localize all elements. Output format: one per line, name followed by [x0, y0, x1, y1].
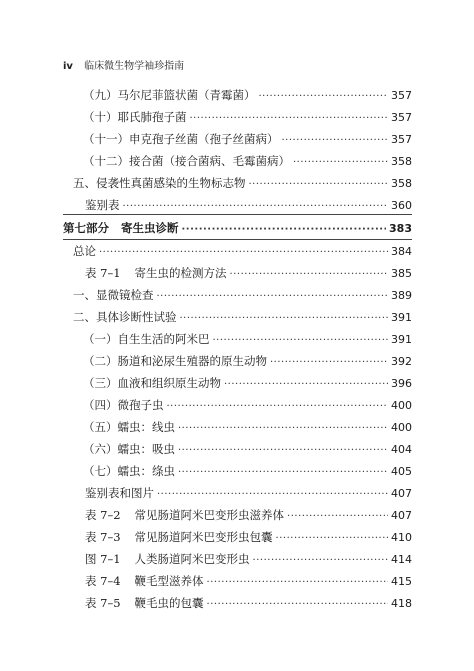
toc-entry-page: 410	[391, 531, 412, 544]
part-number: 第七部分	[63, 221, 109, 235]
toc-entry-title: 二、具体诊断性试验	[73, 310, 177, 324]
toc-entry	[83, 440, 412, 458]
toc-entry-title: （一）自生生活的阿米巴	[83, 332, 210, 346]
dot-leader	[207, 574, 388, 592]
toc-entry-page: 404	[391, 443, 412, 456]
toc-entry-title: （十）耶氏肺孢子菌	[83, 110, 187, 124]
dot-leader	[167, 398, 389, 416]
toc-entry-caption: 鞭毛虫的包囊	[134, 596, 204, 610]
toc-entry	[85, 264, 412, 282]
toc-entry-page: 389	[391, 289, 412, 302]
dot-leader	[180, 310, 389, 328]
toc-entry-caption: 人类肠道阿米巴变形虫	[134, 552, 250, 566]
part-rule-top	[63, 214, 412, 215]
toc-entry	[83, 130, 412, 148]
toc-entry-page: 360	[391, 199, 412, 212]
toc-entry	[83, 418, 412, 436]
part-name: 寄生虫诊断	[121, 221, 179, 235]
toc-entry	[83, 396, 412, 414]
dot-leader	[157, 486, 388, 504]
dot-leader	[157, 288, 389, 306]
toc-entry-page: 407	[391, 509, 412, 522]
dot-leader	[190, 110, 389, 128]
toc-entry-caption: 寄生虫的检测方法	[134, 266, 227, 280]
toc-entry	[85, 550, 412, 568]
toc-entry-title	[85, 528, 273, 546]
toc-entry-title: 鉴别表和图片	[85, 486, 154, 500]
toc-entry-title: （十二）接合菌（接合菌病、毛霉菌病）	[83, 154, 290, 168]
dot-leader	[249, 176, 389, 194]
toc-entry-title: 总论	[73, 244, 96, 258]
dot-leader	[230, 266, 388, 284]
toc-entry-label: 表 7–4	[85, 574, 121, 588]
toc-entry-caption: 鞭毛型滋养体	[134, 574, 204, 588]
toc-entry-page: 415	[391, 575, 412, 588]
dot-leader	[99, 244, 388, 262]
dot-leader	[253, 552, 388, 570]
toc-entry-caption: 常见肠道阿米巴变形虫滋养体	[134, 508, 285, 522]
toc-entry-page: 392	[391, 355, 412, 368]
toc-entry-page: 358	[391, 177, 412, 190]
toc-entry-title: （三）血液和组织原生动物	[83, 376, 221, 390]
toc-entry-title: （七）蠕虫：绦虫	[83, 464, 175, 478]
dot-leader	[178, 442, 388, 460]
toc-entry-page: 400	[391, 421, 412, 434]
toc-entry-page: 357	[391, 133, 412, 146]
toc-entry	[83, 330, 412, 348]
toc-entry-title: （六）蠕虫：吸虫	[83, 442, 175, 456]
toc-entry-page: 391	[391, 333, 412, 346]
toc-entry-label: 表 7–3	[85, 530, 121, 544]
toc-entry	[83, 462, 412, 480]
toc-entry-page: 400	[391, 399, 412, 412]
toc-entry-title	[85, 572, 204, 590]
toc-entry-title: （四）微孢子虫	[83, 398, 164, 412]
toc-part-heading	[63, 219, 412, 237]
toc-entry-title: （九）马尔尼菲篮状菌（青霉菌）	[83, 88, 256, 102]
dot-leader	[287, 508, 388, 526]
toc-entry-title	[85, 594, 204, 612]
toc-entry	[73, 174, 412, 192]
toc-entry	[83, 352, 412, 370]
toc-entry-page: 383	[389, 222, 412, 235]
dot-leader	[270, 354, 388, 372]
toc-entry-page: 391	[391, 311, 412, 324]
toc-entry	[85, 594, 412, 612]
toc-entry	[83, 152, 412, 170]
dot-leader	[213, 332, 389, 350]
dot-leader	[224, 376, 388, 394]
toc-entry	[85, 572, 412, 590]
toc-entry	[83, 108, 412, 126]
part-rule-bottom	[63, 239, 412, 240]
toc-entry	[85, 506, 412, 524]
toc-entry-caption: 常见肠道阿米巴变形虫包囊	[134, 530, 273, 544]
toc-entry-page: 358	[391, 155, 412, 168]
dot-leader	[207, 596, 388, 614]
header-page-number: iv	[63, 61, 73, 72]
part-title	[63, 219, 179, 237]
toc-entry-page: 396	[391, 377, 412, 390]
toc-entry	[73, 286, 412, 304]
dot-leader	[182, 221, 387, 239]
toc-entry-title	[85, 264, 227, 282]
toc-entry-page: 418	[391, 597, 412, 610]
toc-entry	[85, 196, 412, 214]
dot-leader	[259, 88, 389, 106]
toc-entry-title: （五）蠕虫：线虫	[83, 420, 175, 434]
toc-entry-page: 405	[391, 465, 412, 478]
toc-entry	[73, 308, 412, 326]
toc-entry-title	[85, 506, 284, 524]
toc-entry-title: 一、显微镜检查	[73, 288, 154, 302]
toc-entry-page: 357	[391, 111, 412, 124]
dot-leader	[282, 132, 389, 150]
dot-leader	[178, 464, 388, 482]
toc-entry-title: 五、侵袭性真菌感染的生物标志物	[73, 176, 246, 190]
toc-entry-label: 表 7–1	[85, 266, 121, 280]
toc-entry	[85, 484, 412, 502]
toc-entry-page: 384	[391, 245, 412, 258]
toc-entry-page: 357	[391, 89, 412, 102]
dot-leader	[293, 154, 388, 172]
dot-leader	[276, 530, 388, 548]
header-book-title: 临床微生物学袖珍指南	[84, 61, 185, 72]
toc-entry-page: 407	[391, 487, 412, 500]
toc-entry-title	[85, 550, 250, 568]
toc-entry	[85, 528, 412, 546]
toc-entry-page: 385	[391, 267, 412, 280]
toc-entry-label: 图 7–1	[85, 552, 121, 566]
toc-entry-page: 414	[391, 553, 412, 566]
toc-entry	[73, 242, 412, 260]
toc-entry	[83, 374, 412, 392]
dot-leader	[178, 420, 388, 438]
toc-entry-title: （十一）申克孢子丝菌（孢子丝菌病）	[83, 132, 279, 146]
toc-entry-title: 鉴别表	[85, 198, 120, 212]
toc-entry	[83, 86, 412, 104]
toc-entry-title: （二）肠道和泌尿生殖器的原生动物	[83, 354, 267, 368]
toc-entry-label: 表 7–5	[85, 596, 121, 610]
toc-entry-label: 表 7–2	[85, 508, 121, 522]
